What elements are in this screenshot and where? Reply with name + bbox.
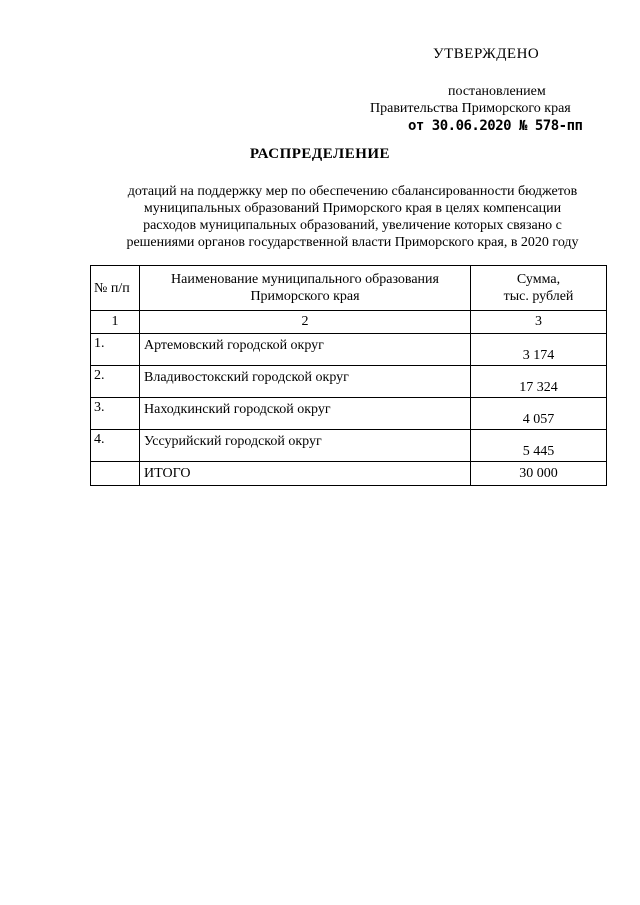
row-name: Уссурийский городской округ — [140, 430, 471, 462]
decree-line-2: Правительства Приморского края — [370, 101, 571, 116]
column-number: 3 — [471, 311, 607, 334]
column-numbers-row — [91, 311, 607, 334]
total-row — [91, 462, 607, 486]
subtitle-line: муниципальных образований Приморского края в целях компенсации — [143, 201, 562, 216]
row-sum: 4 057 — [471, 398, 607, 430]
header-sum-line-1: Сумма, — [516, 272, 561, 287]
decree-date-number: от 30.06.2020 № 578-пп — [408, 118, 583, 134]
header-name — [140, 266, 471, 311]
column-number: 1 — [91, 311, 140, 334]
subtitle-line: дотаций на поддержку мер по обеспечению сбалансированности бюджетов — [127, 184, 578, 199]
column-number: 2 — [140, 311, 471, 334]
table-header-row — [91, 266, 607, 311]
decree-line-1: постановлением — [448, 84, 546, 99]
subtitle-line: решениями органов государственной власти Приморского края, в 2020 году — [126, 235, 579, 250]
total-label: ИТОГО — [140, 462, 471, 486]
row-index: 4. — [91, 430, 140, 462]
subtitle-line: расходов муниципальных образований, увеличение которых связано с — [143, 218, 562, 233]
document-subtitle — [90, 183, 615, 251]
header-name-line-2: Приморского края — [250, 289, 360, 304]
row-name: Артемовский городской округ — [140, 334, 471, 366]
row-name: Находкинский городской округ — [140, 398, 471, 430]
row-index: 3. — [91, 398, 140, 430]
row-sum: 5 445 — [471, 430, 607, 462]
row-sum: 17 324 — [471, 366, 607, 398]
approved-stamp: УТВЕРЖДЕНО — [433, 46, 540, 62]
row-index: 2. — [91, 366, 140, 398]
document-title: РАСПРЕДЕЛЕНИЕ — [249, 146, 391, 162]
table-row — [91, 366, 607, 398]
table-row — [91, 398, 607, 430]
row-name: Владивостокский городской округ — [140, 366, 471, 398]
row-index: 1. — [91, 334, 140, 366]
row-sum: 3 174 — [471, 334, 607, 366]
total-index — [91, 462, 140, 486]
table-row — [91, 430, 607, 462]
header-sum — [471, 266, 607, 311]
header-number: № п/п — [91, 266, 140, 311]
total-sum: 30 000 — [471, 462, 607, 486]
table-row — [91, 334, 607, 366]
header-sum-line-2: тыс. рублей — [503, 289, 574, 304]
header-name-line-1: Наименование муниципального образования — [171, 272, 439, 287]
distribution-table — [90, 265, 607, 486]
